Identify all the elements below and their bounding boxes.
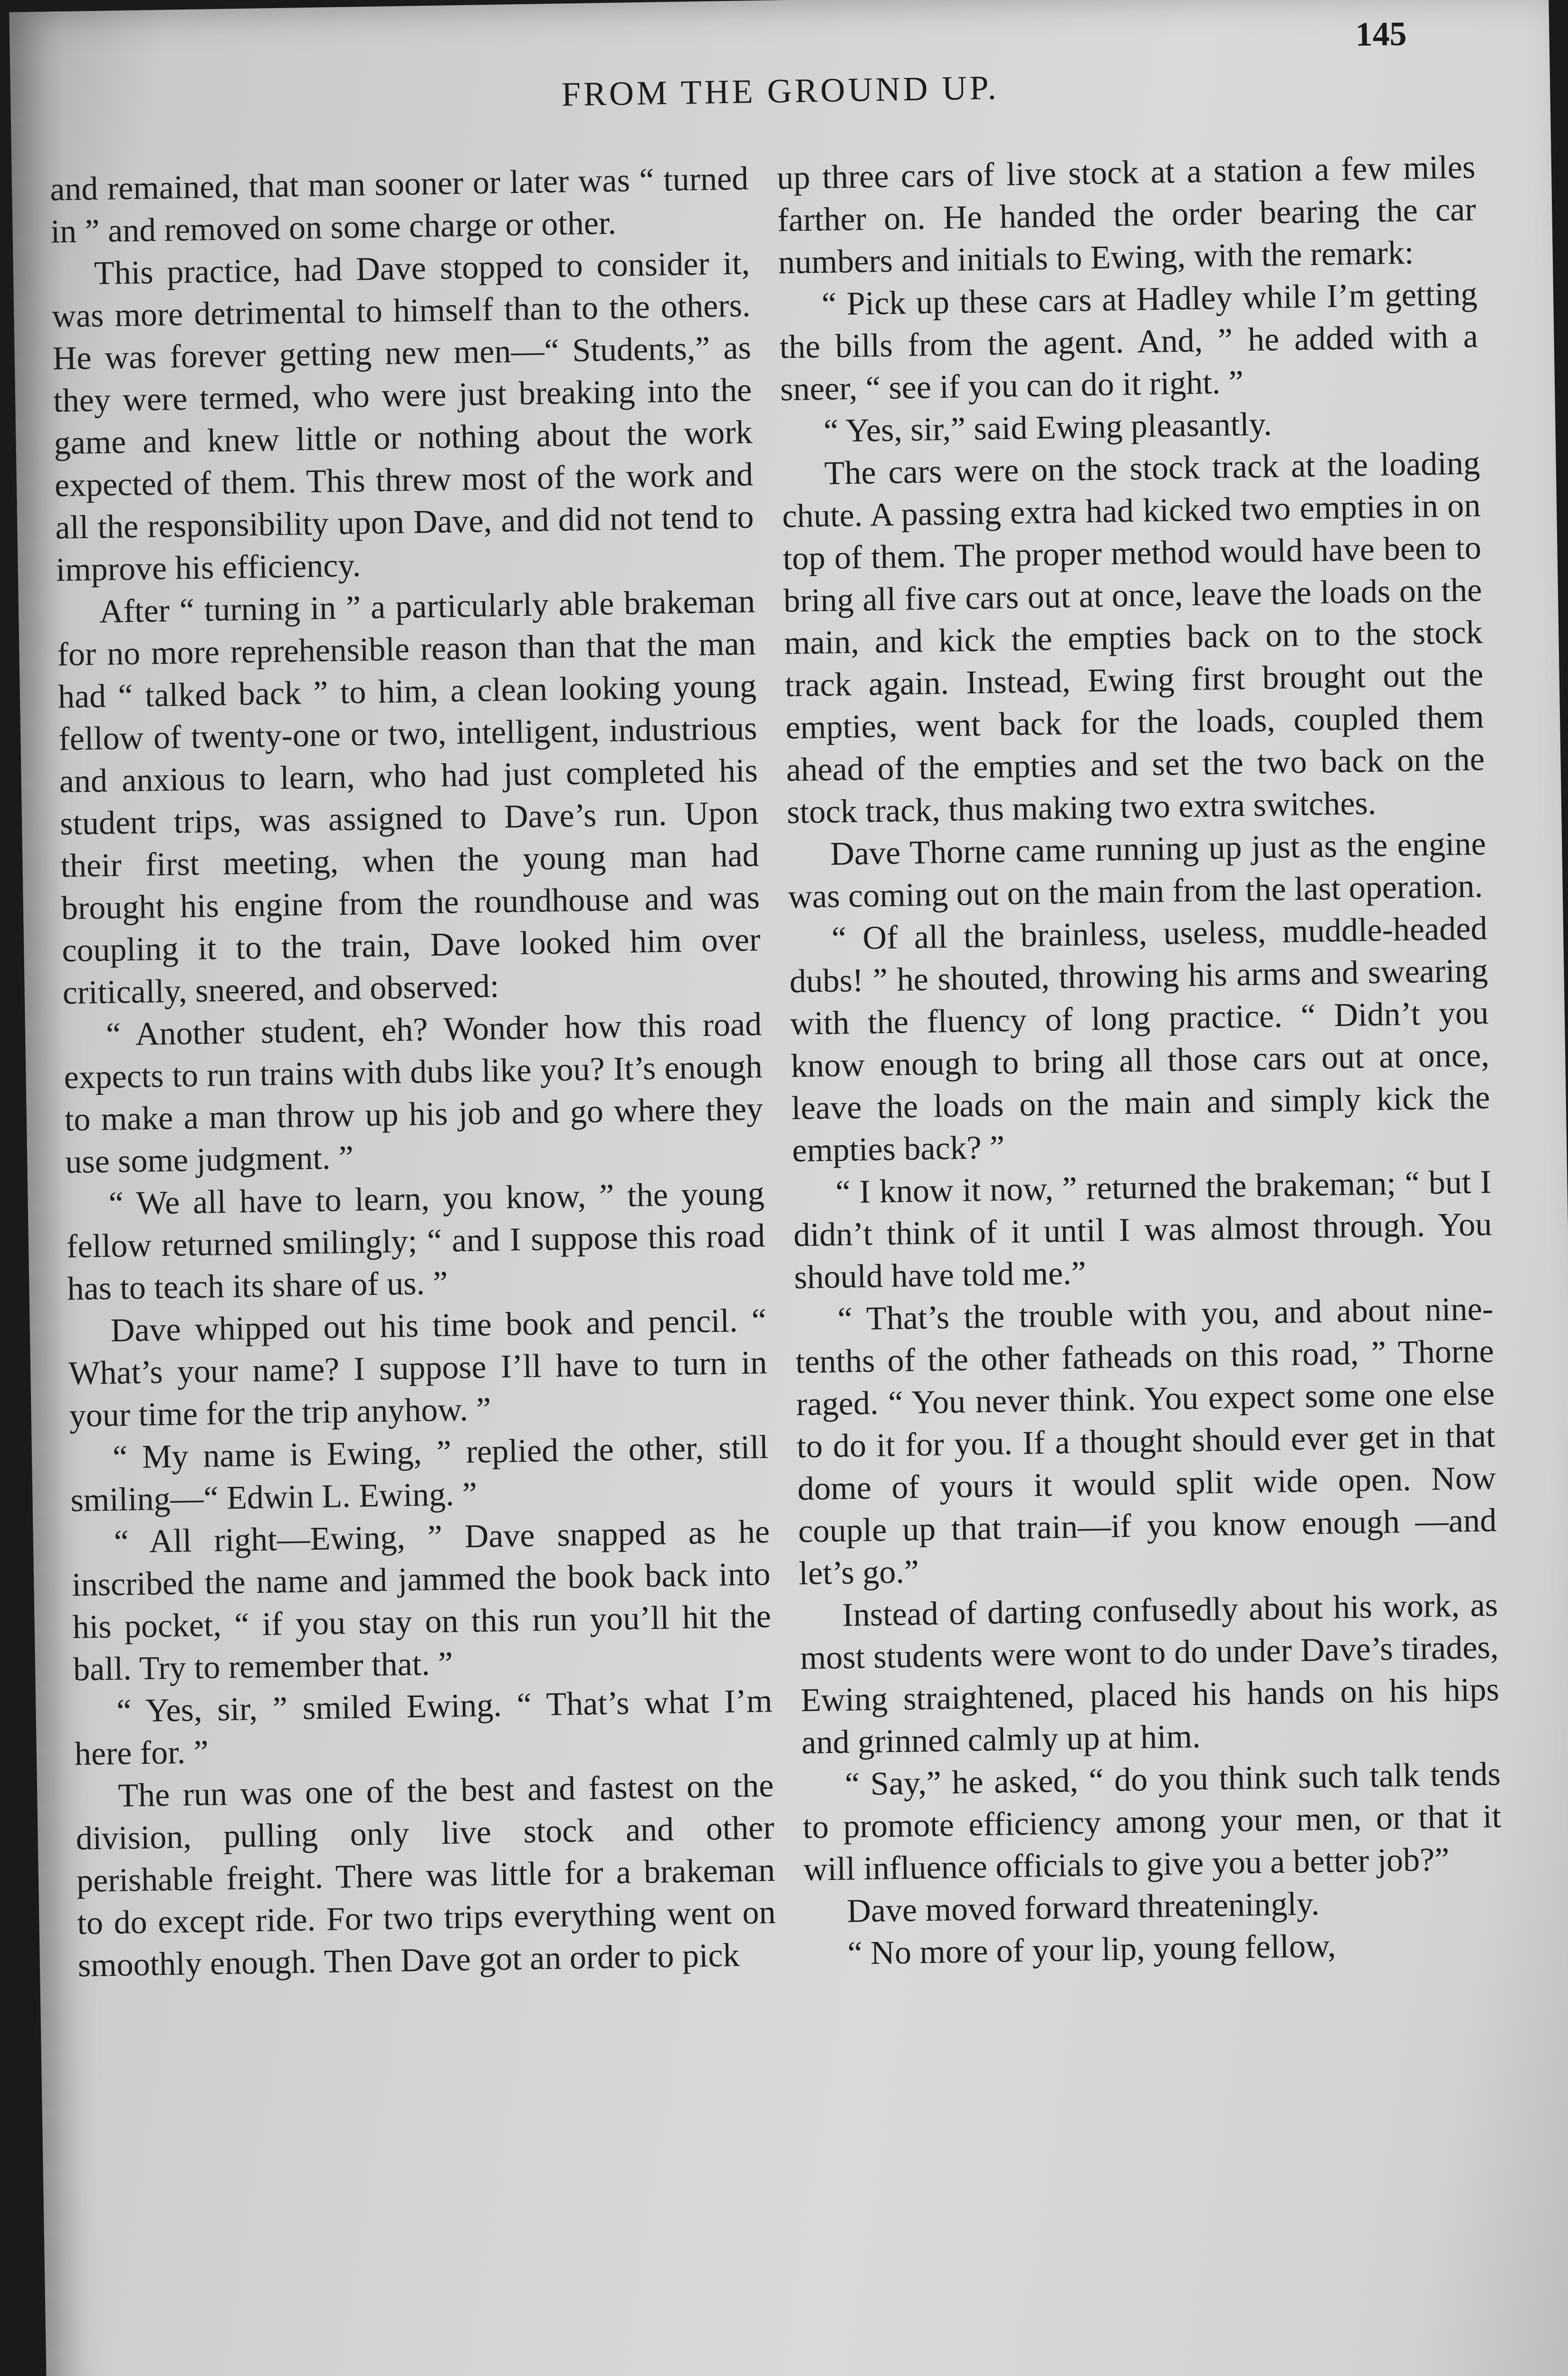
paragraph: “ Yes, sir, ” smiled Ewing. “ That’s what I’m here for. ” <box>74 1682 773 1773</box>
paragraph: Dave whipped out his time book and pencil. “ What’s your name? I suppose I’ll have to turn in your time for the trip anyhow. ” <box>68 1302 767 1435</box>
page-number: 145 <box>1355 14 1407 54</box>
paragraph: “ No more of your lip, young fellow, <box>847 1927 1336 1972</box>
paragraph: The run was one of the best and fastest on the division, pulling only live stock and other perishable freight. There was little for a brakeman to do except ride. For two trips everything went on smoothly enough. Then Dave got an order to pick <box>76 1767 776 1984</box>
paragraph: Dave moved forward threateningly. <box>846 1885 1320 1930</box>
paragraph: “ My name is Ewing, ” replied the other, still smiling—“ Edwin L. Ewing. ” <box>70 1429 769 1519</box>
paragraph: “ Pick up these cars at Hadley while I’m getting the bills from the agent. And, ” he added with a sneer, “ see if you can do it right. ” <box>779 276 1479 408</box>
paragraph: This practice, had Dave stopped to consider it, was more detrimental to himself than to the others. He was forever getting new men—“ Students,” as they were termed, who were just breaking into the game and knew little or nothing about the work expected of them. This threw most of the work and all the responsibility upon Dave, and did not tend to improve his efficiency. <box>51 245 754 589</box>
paragraph: “ All right—Ewing, ” Dave snapped as he inscribed the name and jammed the book back into his pocket, “ if you stay on this run you’ll hit the ball. Try to remember that. ” <box>71 1514 772 1688</box>
paragraph: and remained, that man sooner or later was “ turned in ” and removed on some charge or other. <box>49 160 749 250</box>
paragraph: “ I know it now, ” returned the brakeman; “ but I didn’t think of it until I was almost through. You should have told me.” <box>793 1164 1492 1296</box>
paragraph: After “ turning in ” a particularly able brakeman for no more reprehensible reason than that the man had “ talked back ” to him, a clean looking young fellow of twenty-one or two, intelligent, industrious and anxious to learn, who had just completed his student trips, was assigned to Dave’s run. Upon their first meeting, when the young man had brought his engine from the roundhouse and was coupling it to the train, Dave looked him over critically, sneered, and observed: <box>57 583 761 1012</box>
paragraph: “ Of all the brainless, useless, muddle-headed dubs! ” he shouted, throwing his arms and swearing with the fluency of long practice. “ Didn’t you know enough to bring all those cars out at once, leave the loads on the main and simply kick the empties back? ” <box>789 910 1491 1169</box>
paragraph: “ Yes, sir,” said Ewing pleasantly. <box>823 406 1272 450</box>
paragraph: “ That’s the trouble with you, and about nine-tenths of the other fatheads on this road, ” Thorne raged. “ You never think. You expect some one else to do it for you. If a thought should ever get in that dome of yours it would split wide open. Now couple up that train—if you know enough —and let’s go.” <box>795 1291 1497 1592</box>
paragraph: “ Another student, eh? Wonder how this road expects to run trains with dubs like you? It’s enough to make a man throw up his job and go where they use some judgment. ” <box>63 1006 764 1181</box>
paragraph: “ We all have to learn, you know, ” the young fellow returned smilingly; “ and I suppose this road has to teach its share of us. ” <box>66 1175 765 1308</box>
right-column <box>776 146 1503 1975</box>
left-column <box>50 157 777 1987</box>
paragraph: “ Say,” he asked, “ do you think such talk tends to promote efficiency among your men, or that it will influence officials to give you a better job?” <box>802 1755 1501 1888</box>
paragraph: Dave Thorne came running up just as the engine was coming out on the main from the last operation. <box>788 825 1486 916</box>
text-columns <box>50 146 1504 1987</box>
paragraph: The cars were on the stock track at the loading chute. A passing extra had kicked two empties in on top of them. The proper method would have been to bring all five cars out at once, leave the loads on the main, and kick the empties back on to the stock track again. Instead, Ewing first brought out the empties, went back for the loads, coupled them ahead of the empties and set the two back on the stock track, thus making two extra switches. <box>782 445 1485 831</box>
paragraph: up three cars of live stock at a station a few miles farther on. He handed the order bearing the car numbers and initials to Ewing, with the remark: <box>776 149 1476 281</box>
running-head: FROM THE GROUND UP. <box>561 68 1000 114</box>
paragraph: Instead of darting confusedly about his work, as most students were wont to do under Dave’s tirades, Ewing straightened, placed his hands on his hips and grinned calmly up at him. <box>800 1586 1500 1762</box>
book-page <box>9 0 1568 2376</box>
